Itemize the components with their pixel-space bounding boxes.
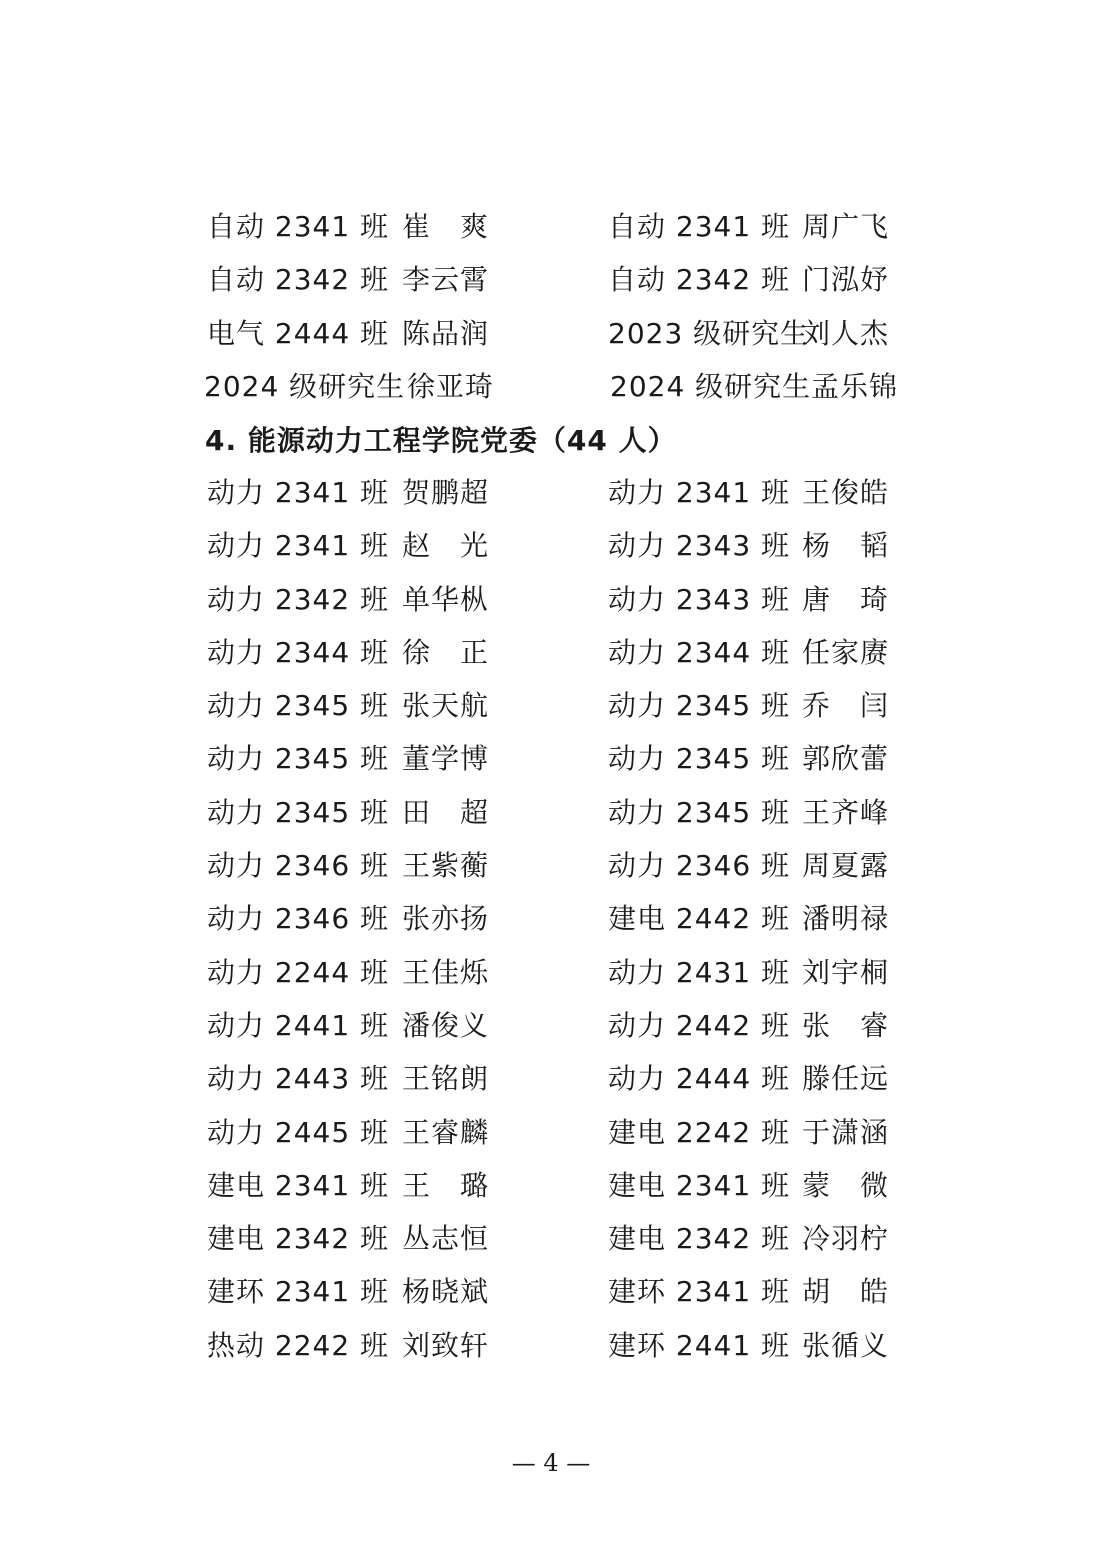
name-cell: 田 超 [402,795,490,829]
class-cell: 动力 2341 班 [207,529,390,563]
name-cell: 张 睿 [802,1008,890,1042]
name-cell: 徐 正 [402,635,490,669]
name-cell: 乔 闫 [802,689,890,723]
name-list-continued [204,200,927,413]
name-cell: 任家赓 [802,635,890,669]
name-cell: 郭欣蕾 [802,742,890,776]
list-row [207,253,927,306]
name-cell: 李云霄 [402,263,490,297]
name-cell: 刘致轩 [402,1328,490,1362]
list-row [207,626,927,679]
name-cell: 单华枞 [402,582,490,616]
name-cell: 陈品润 [402,316,490,350]
class-cell: 动力 2341 班 [207,476,390,509]
list-row [207,307,927,360]
class-cell: 动力 2345 班 [207,689,390,723]
name-cell: 刘宇桐 [802,955,890,989]
list-row [207,786,927,839]
class-cell: 自动 2341 班 [608,210,791,243]
name-cell: 王齐峰 [802,795,890,829]
list-row [207,573,927,626]
class-cell: 动力 2244 班 [207,955,390,989]
list-row [207,1212,927,1265]
list-row [207,200,927,253]
class-cell: 动力 2345 班 [207,795,390,829]
name-cell: 孟乐锦 [811,369,899,403]
class-cell: 建环 2441 班 [608,1328,791,1362]
name-cell: 唐 琦 [802,582,890,616]
class-cell: 动力 2344 班 [608,635,791,669]
list-row [207,892,927,945]
list-row [207,732,927,785]
class-cell: 动力 2343 班 [608,582,791,616]
class-cell: 建电 2442 班 [608,902,791,936]
class-cell: 动力 2442 班 [608,1008,791,1042]
name-cell: 于潇涵 [802,1115,890,1149]
class-cell: 动力 2341 班 [608,476,791,509]
class-cell: 动力 2445 班 [207,1115,390,1149]
page-number: — 4 — [511,1449,591,1477]
name-cell: 王 璐 [402,1168,490,1202]
class-cell: 2023 级研究生 [608,316,810,350]
name-cell: 胡 皓 [802,1275,890,1309]
name-cell: 赵 光 [402,529,490,563]
class-cell: 2024 级研究生 [610,369,812,403]
name-cell: 董学博 [402,742,490,776]
class-cell: 自动 2342 班 [608,263,791,297]
name-cell: 潘俊义 [402,1008,490,1042]
class-cell: 动力 2344 班 [207,635,390,669]
class-cell: 动力 2342 班 [207,582,390,616]
class-cell: 建电 2242 班 [608,1115,791,1149]
name-cell: 王俊皓 [802,476,890,509]
name-cell: 王佳烁 [402,955,490,989]
list-row [207,1052,927,1105]
class-cell: 电气 2444 班 [207,316,390,350]
name-cell: 潘明禄 [802,902,890,936]
class-cell: 动力 2345 班 [608,689,791,723]
list-row [207,466,927,519]
name-cell: 门泓妤 [802,263,890,297]
list-row [207,999,927,1052]
name-cell: 崔 爽 [402,210,490,243]
list-row [207,1319,927,1372]
name-cell: 张亦扬 [402,902,490,936]
class-cell: 动力 2443 班 [207,1062,390,1096]
name-cell: 张天航 [402,689,490,723]
name-cell: 王睿麟 [402,1115,490,1149]
class-cell: 动力 2345 班 [608,742,791,776]
class-cell: 热动 2242 班 [207,1328,390,1362]
class-cell: 建电 2342 班 [207,1222,390,1256]
class-cell: 建电 2341 班 [207,1168,390,1202]
list-row [207,1159,927,1212]
list-row [207,839,927,892]
class-cell: 动力 2345 班 [207,742,390,776]
name-cell: 冷羽柠 [802,1222,890,1256]
class-cell: 建环 2341 班 [608,1275,791,1309]
class-cell: 动力 2346 班 [207,902,390,936]
name-cell: 周广飞 [802,210,890,243]
list-row [207,679,927,732]
name-cell: 贺鹏超 [402,476,490,509]
class-cell: 自动 2342 班 [207,263,390,297]
name-cell: 丛志恒 [402,1222,490,1256]
name-cell: 杨 韬 [802,529,890,563]
class-cell: 建电 2342 班 [608,1222,791,1256]
name-cell: 王铭朗 [402,1062,490,1096]
class-cell: 建电 2341 班 [608,1168,791,1202]
class-cell: 自动 2341 班 [207,210,390,243]
list-row [207,519,927,572]
list-row [207,1265,927,1318]
class-cell: 动力 2346 班 [207,849,390,883]
name-cell: 张循义 [802,1328,890,1362]
class-cell: 动力 2345 班 [608,795,791,829]
class-cell: 动力 2441 班 [207,1008,390,1042]
name-cell: 周夏露 [802,849,890,883]
name-cell: 徐亚琦 [407,369,495,403]
class-cell: 建环 2341 班 [207,1275,390,1309]
section-heading: 4. 能源动力工程学院党委（44 人） [205,424,677,457]
class-cell: 动力 2431 班 [608,955,791,989]
list-row [207,1106,927,1159]
class-cell: 动力 2444 班 [608,1062,791,1096]
name-cell: 滕任远 [802,1062,890,1096]
class-cell: 动力 2343 班 [608,529,791,563]
name-cell: 刘人杰 [802,316,890,350]
class-cell: 2024 级研究生 [204,369,406,403]
class-cell: 动力 2346 班 [608,849,791,883]
list-row [204,360,927,413]
name-cell: 王紫蘅 [402,849,490,883]
name-cell: 蒙 微 [802,1168,890,1202]
name-cell: 杨晓斌 [402,1275,490,1309]
name-list-section-4 [207,466,927,1372]
list-row [207,946,927,999]
